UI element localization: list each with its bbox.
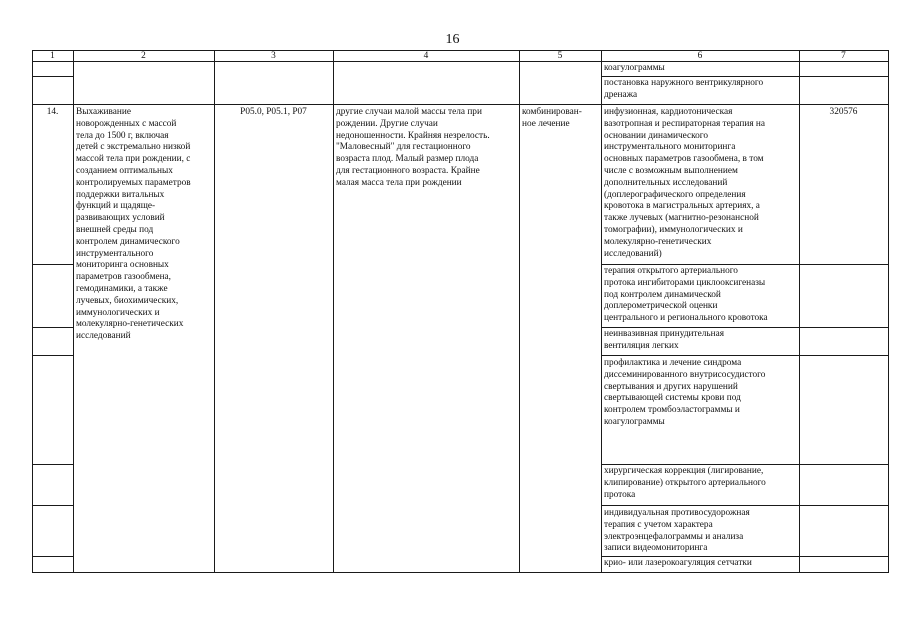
grid-line [32,76,73,77]
grid-line [333,50,334,573]
treatment-type: комбинирован- ное лечение [522,107,582,129]
grid-line [73,50,74,573]
patient-model: другие случаи малой массы тела при рождении. Другие случаи недоношенности. Крайняя незрелость. "Маловесный" для гестационного возраста плод. Малый размер плода для гестационного возраста. Крайне малая масса тела при рождении [336,107,490,188]
grid-line [601,464,889,465]
table-cell-col6-coagulogram: коагулограммы [604,63,665,73]
column-header-3: 3 [271,51,276,61]
cost-value: 320576 [829,107,858,117]
grid-line [32,61,889,62]
treatment-method-1: инфузионная, кардиотоническая вазотропная и респираторная терапия на основании динамического инструментального мониторинга основных параметров газообмена, в том числе с возможным выполнением дополнительных исследований (доплерографического определения кровотока в магистральных артериях, а также лучевых (магнитно-резонансной томографии), иммунологических и молекулярно-генетических исследований) [604,107,766,259]
grid-line [601,50,602,573]
table-cell-col6-ventricular-drainage: постановка наружного вентрикулярного дренажа [604,78,764,100]
grid-line [601,556,889,557]
grid-line [799,50,800,573]
grid-line [32,572,889,573]
grid-line [32,556,73,557]
grid-line [601,505,889,506]
grid-line [32,327,73,328]
grid-line [888,50,889,573]
column-header-6: 6 [697,51,703,61]
column-header-5: 5 [557,51,563,61]
grid-line [32,50,889,51]
treatment-method-6: индивидуальная противосудорожная терапия с учетом характера электроэнцефалограммы и анализа записи видеомониторинга [604,508,750,554]
grid-line [32,264,73,265]
grid-line [32,505,73,506]
treatment-method-2: терапия открытого артериального протока ингибиторами циклооксигеназы под контролем динамической доплерометрической оценки центрального и регионального кровотока [604,266,768,324]
grid-line [32,50,33,573]
page-number: 16 [445,32,460,47]
treatment-method-3: неинвазивная принудительная вентиляция легких [604,329,724,351]
grid-line [32,355,73,356]
row-number: 14. [46,107,59,117]
service-description: Выхаживание новорожденных с массой тела до 1500 г, включая детей с экстремально низкой массой тела при рождении, с созданием оптимальных контролируемых параметров поддержки витальных функций и щадяще- развивающих условий внешней среды под контролем динамического инструментального мониторинга основных параметров газообмена, гемодинамики, а также лучевых, биохимических, иммунологических и молекулярно-генетических исследований [76,107,191,342]
grid-line [601,264,889,265]
column-header-2: 2 [141,51,146,61]
treatment-method-7: крио- или лазерокоагуляция сетчатки [604,558,752,568]
grid-line [519,50,520,573]
grid-line [601,76,889,77]
treatment-method-4: профилактика и лечение синдрома диссеминированного внутрисосудистого свертывания и других нарушений свертывающей системы крови под контролем тромбоэластограммы и коагулограммы [604,358,766,427]
grid-line [214,50,215,573]
treatment-method-5: хирургическая коррекция (лигирование, клипирование) открытого артериального протока [604,466,766,500]
grid-line [601,355,889,356]
column-header-1: 1 [50,51,55,61]
grid-line [32,464,73,465]
grid-line [32,104,889,105]
column-header-7: 7 [841,51,846,61]
grid-line [601,327,889,328]
icd-codes: P05.0, P05.1, P07 [240,107,307,117]
column-header-4: 4 [423,51,429,61]
